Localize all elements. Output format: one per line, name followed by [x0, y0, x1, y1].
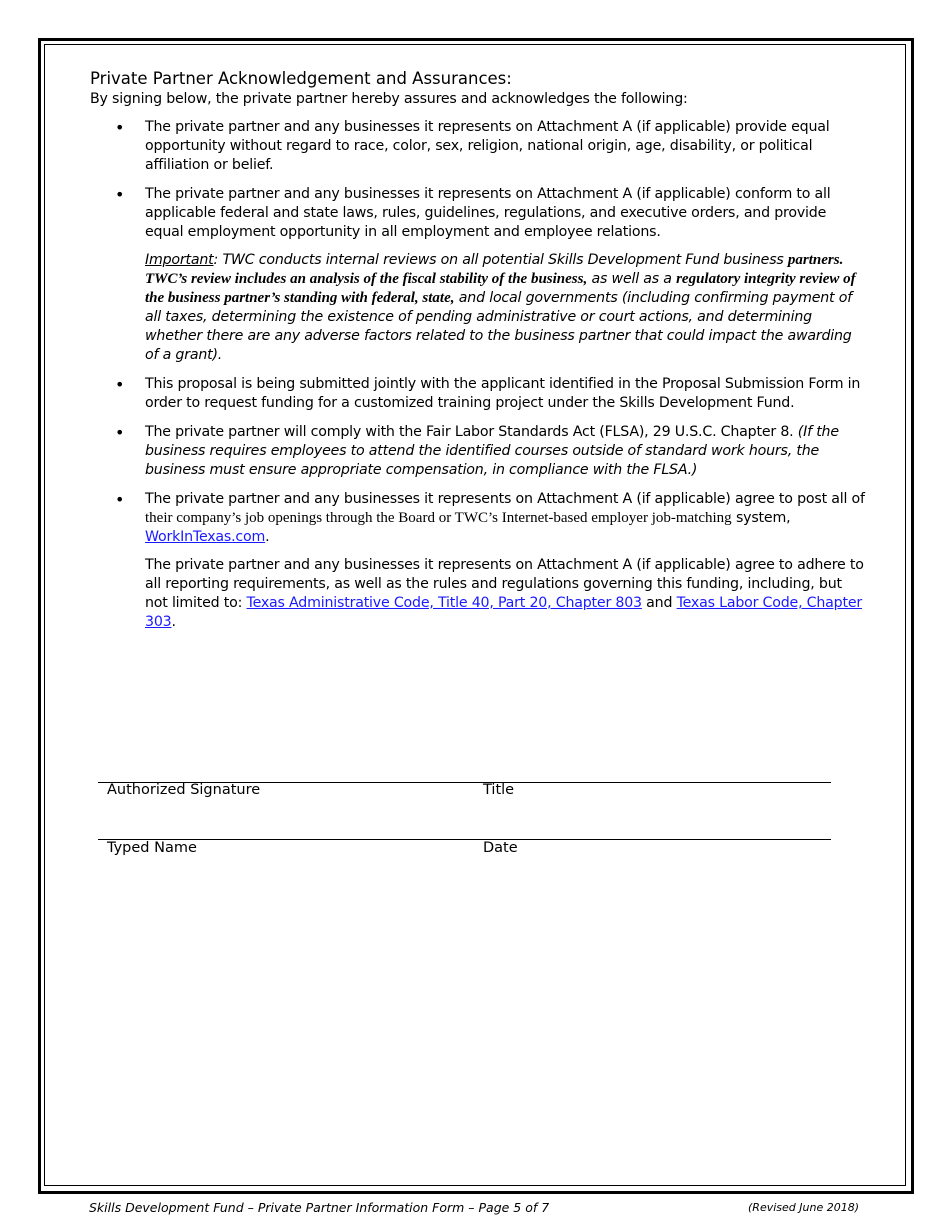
- list-item: [90, 423, 865, 480]
- assurance-text: This proposal is being submitted jointly with the applicant identified in the Proposal Submission Form in order to request funding for a customized training project under the Skills Development Fund.: [145, 376, 861, 411]
- list-item: [90, 490, 865, 632]
- bullet-icon: •: [115, 118, 125, 137]
- title-label: Title: [483, 782, 515, 798]
- workintexas-link[interactable]: WorkInTexas.com: [145, 529, 266, 545]
- section-heading: Private Partner Acknowledgement and Assurances:: [90, 69, 512, 88]
- bullet-icon: •: [115, 375, 125, 394]
- typed-name-label: Typed Name: [107, 840, 197, 856]
- intro-text: By signing below, the private partner hereby assures and acknowledges the following:: [90, 91, 688, 107]
- document-body: [90, 68, 865, 642]
- assurance-text: The private partner will comply with the Fair Labor Standards Act (FLSA), 29 U.S.C. Chapter 8. (If the business requires employees to attend the identified courses outside of standard work hours, the business must ensure appropriate compensation, in compliance with the FLSA.): [145, 424, 839, 478]
- flsa-note: (If the business requires employees to attend the identified courses outside of standard work hours, the business must ensure appropriate compensation, in compliance with the FLSA.): [145, 424, 839, 478]
- footer-revision: (Revised June 2018): [748, 1201, 859, 1214]
- important-label: Important: [145, 252, 214, 268]
- date-label: Date: [483, 840, 518, 856]
- tac-chapter-803-link[interactable]: Texas Administrative Code, Title 40, Part 20, Chapter 803: [246, 595, 642, 611]
- assurance-text: The private partner and any businesses it represents on Attachment A (if applicable) provide equal opportunity without regard to race, color, sex, religion, national origin, age, disability, or political affiliation or belief.: [145, 119, 830, 173]
- footer-form-title: Skills Development Fund – Private Partner Information Form – Page 5 of 7: [89, 1200, 550, 1215]
- list-item: [90, 185, 865, 365]
- important-note: Important: TWC conducts internal reviews on all potential Skills Development Fund business partners. TWC’s review includes an analysis of the fiscal stability of the business, as well as a regulatory integrity review of the business partner’s standing with federal, state, and local governments (including confirming payment of all taxes, determining the existence of pending administrative or court actions, and determining whether there are any adverse factors related to the business partner that could impact the awarding of a grant).: [145, 252, 856, 363]
- labor-code-chapter-303-link[interactable]: Texas Labor Code, Chapter 303: [145, 595, 863, 630]
- assurance-text: The private partner and any businesses it represents on Attachment A (if applicable) agree to post all of their company’s job openings through the Board or TWC’s Internet-based employer job-matching system, WorkInTexas.com.: [145, 491, 865, 545]
- name-date-line[interactable]: [98, 839, 831, 840]
- list-item: [90, 118, 865, 175]
- list-item: [90, 375, 865, 413]
- bullet-icon: •: [115, 185, 125, 204]
- bullet-icon: •: [115, 423, 125, 442]
- assurance-text: The private partner and any businesses it represents on Attachment A (if applicable) conform to all applicable federal and state laws, rules, guidelines, regulations, and executive orders, and provide equal employment opportunity in all employment and employee relations.: [145, 186, 831, 240]
- bullet-icon: •: [115, 490, 125, 509]
- authorized-signature-label: Authorized Signature: [107, 782, 261, 798]
- reporting-requirements-text: The private partner and any businesses it represents on Attachment A (if applicable) agree to adhere to all reporting requirements, as well as the rules and regulations governing this funding, including, but not limited to: Texas Administrative Code, Title 40, Part 20, Chapter 803 and Texas Labor Code, Chapter 303.: [145, 557, 864, 630]
- assurance-list: [90, 118, 865, 632]
